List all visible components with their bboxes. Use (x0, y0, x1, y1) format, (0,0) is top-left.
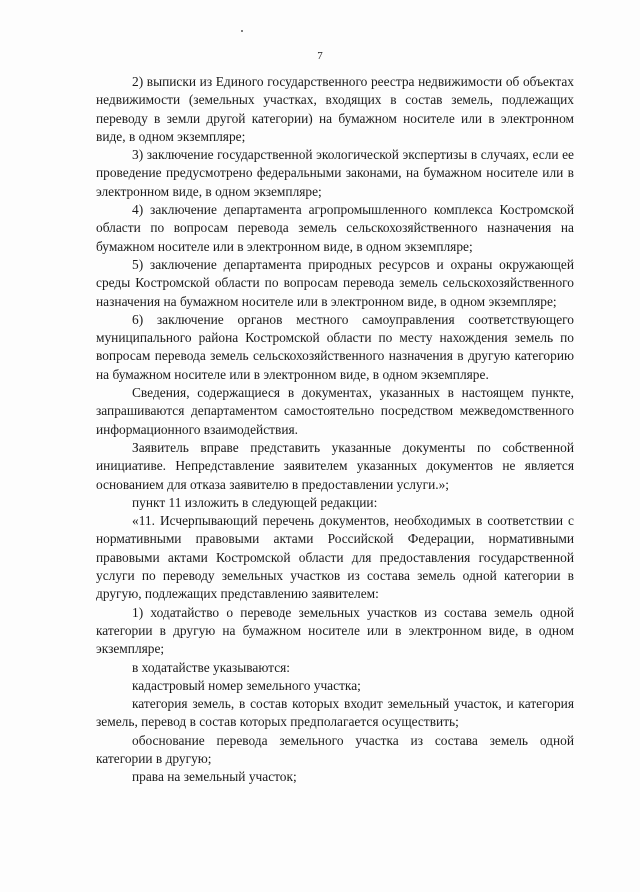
document-body (96, 73, 574, 787)
paragraph-petition-contents: в ходатайстве указываются: (132, 659, 291, 675)
paragraph-land-rights: права на земельный участок; (132, 769, 297, 785)
paragraph-applicant-right: Заявитель вправе представить указанные документы по собственной инициативе. Непредставление заявителем указанных документов не является основанием для отказа заявителю в предоставлении услуги.»; (96, 439, 574, 492)
paragraph-justification: обоснование перевода земельного участка из состава земель одной категории в другую; (96, 732, 574, 766)
paragraph-item-5: 5) заключение департамента природных ресурсов и охраны окружающей среды Костромской области по вопросам перевода земель сельскохозяйственного назначения на бумажном носителе или в электронном виде, в одном экземпляре; (96, 256, 574, 309)
scan-speck (241, 30, 243, 32)
paragraph-info-request: Сведения, содержащиеся в документах, указанных в настоящем пункте, запрашиваются департаментом самостоятельно посредством межведомственного информационного взаимодействия. (96, 385, 574, 437)
paragraph-land-category: категория земель, в состав которых входит земельный участок, и категория земель, перевод в состав которых предполагается осуществить; (96, 696, 574, 730)
page-number: 7 (317, 50, 323, 62)
paragraph-cadastral-number: кадастровый номер земельного участка; (132, 677, 361, 693)
paragraph-item-3: 3) заключение государственной экологической экспертизы в случаях, если ее проведение предусмотрено федеральными законами, на бумажном носителе или в электронном виде, в одном экземпляре; (96, 147, 574, 199)
paragraph-item-2: 2) выписки из Единого государственного реестра недвижимости об объектах недвижимости (земельных участках, входящих в состав земель, подлежащих переводу в земли другой категории) на бумажном носителе или в электронном виде, в одном экземпляре; (96, 74, 574, 144)
paragraph-petition: 1) ходатайство о переводе земельных участков из состава земель одной категории в другую на бумажном носителе или в электронном виде, в одном экземпляре; (96, 604, 574, 657)
paragraph-clause-11: «11. Исчерпывающий перечень документов, необходимых в соответствии с нормативными правовыми актами Российской Федерации, нормативными правовыми актами Костромской области для предоставления государственной услуги по переводу земельных участков из состава земель одной категории в другую, подлежащих представлению заявителем: (96, 513, 574, 602)
paragraph-amend-clause: пункт 11 изложить в следующей редакции: (132, 494, 378, 510)
paragraph-item-6: 6) заключение органов местного самоуправления соответствующего муниципального района Костромской области по месту нахождения земель по вопросам перевода земель сельскохозяйственного назначения в другую категорию на бумажном носителе или в электронном виде, в одном экземпляре. (96, 311, 574, 382)
paragraph-item-4: 4) заключение департамента агропромышленного комплекса Костромской области по вопросам перевода земель сельскохозяйственного назначения на бумажном носителе или в электронном виде, в одном экземпляре; (96, 202, 574, 254)
